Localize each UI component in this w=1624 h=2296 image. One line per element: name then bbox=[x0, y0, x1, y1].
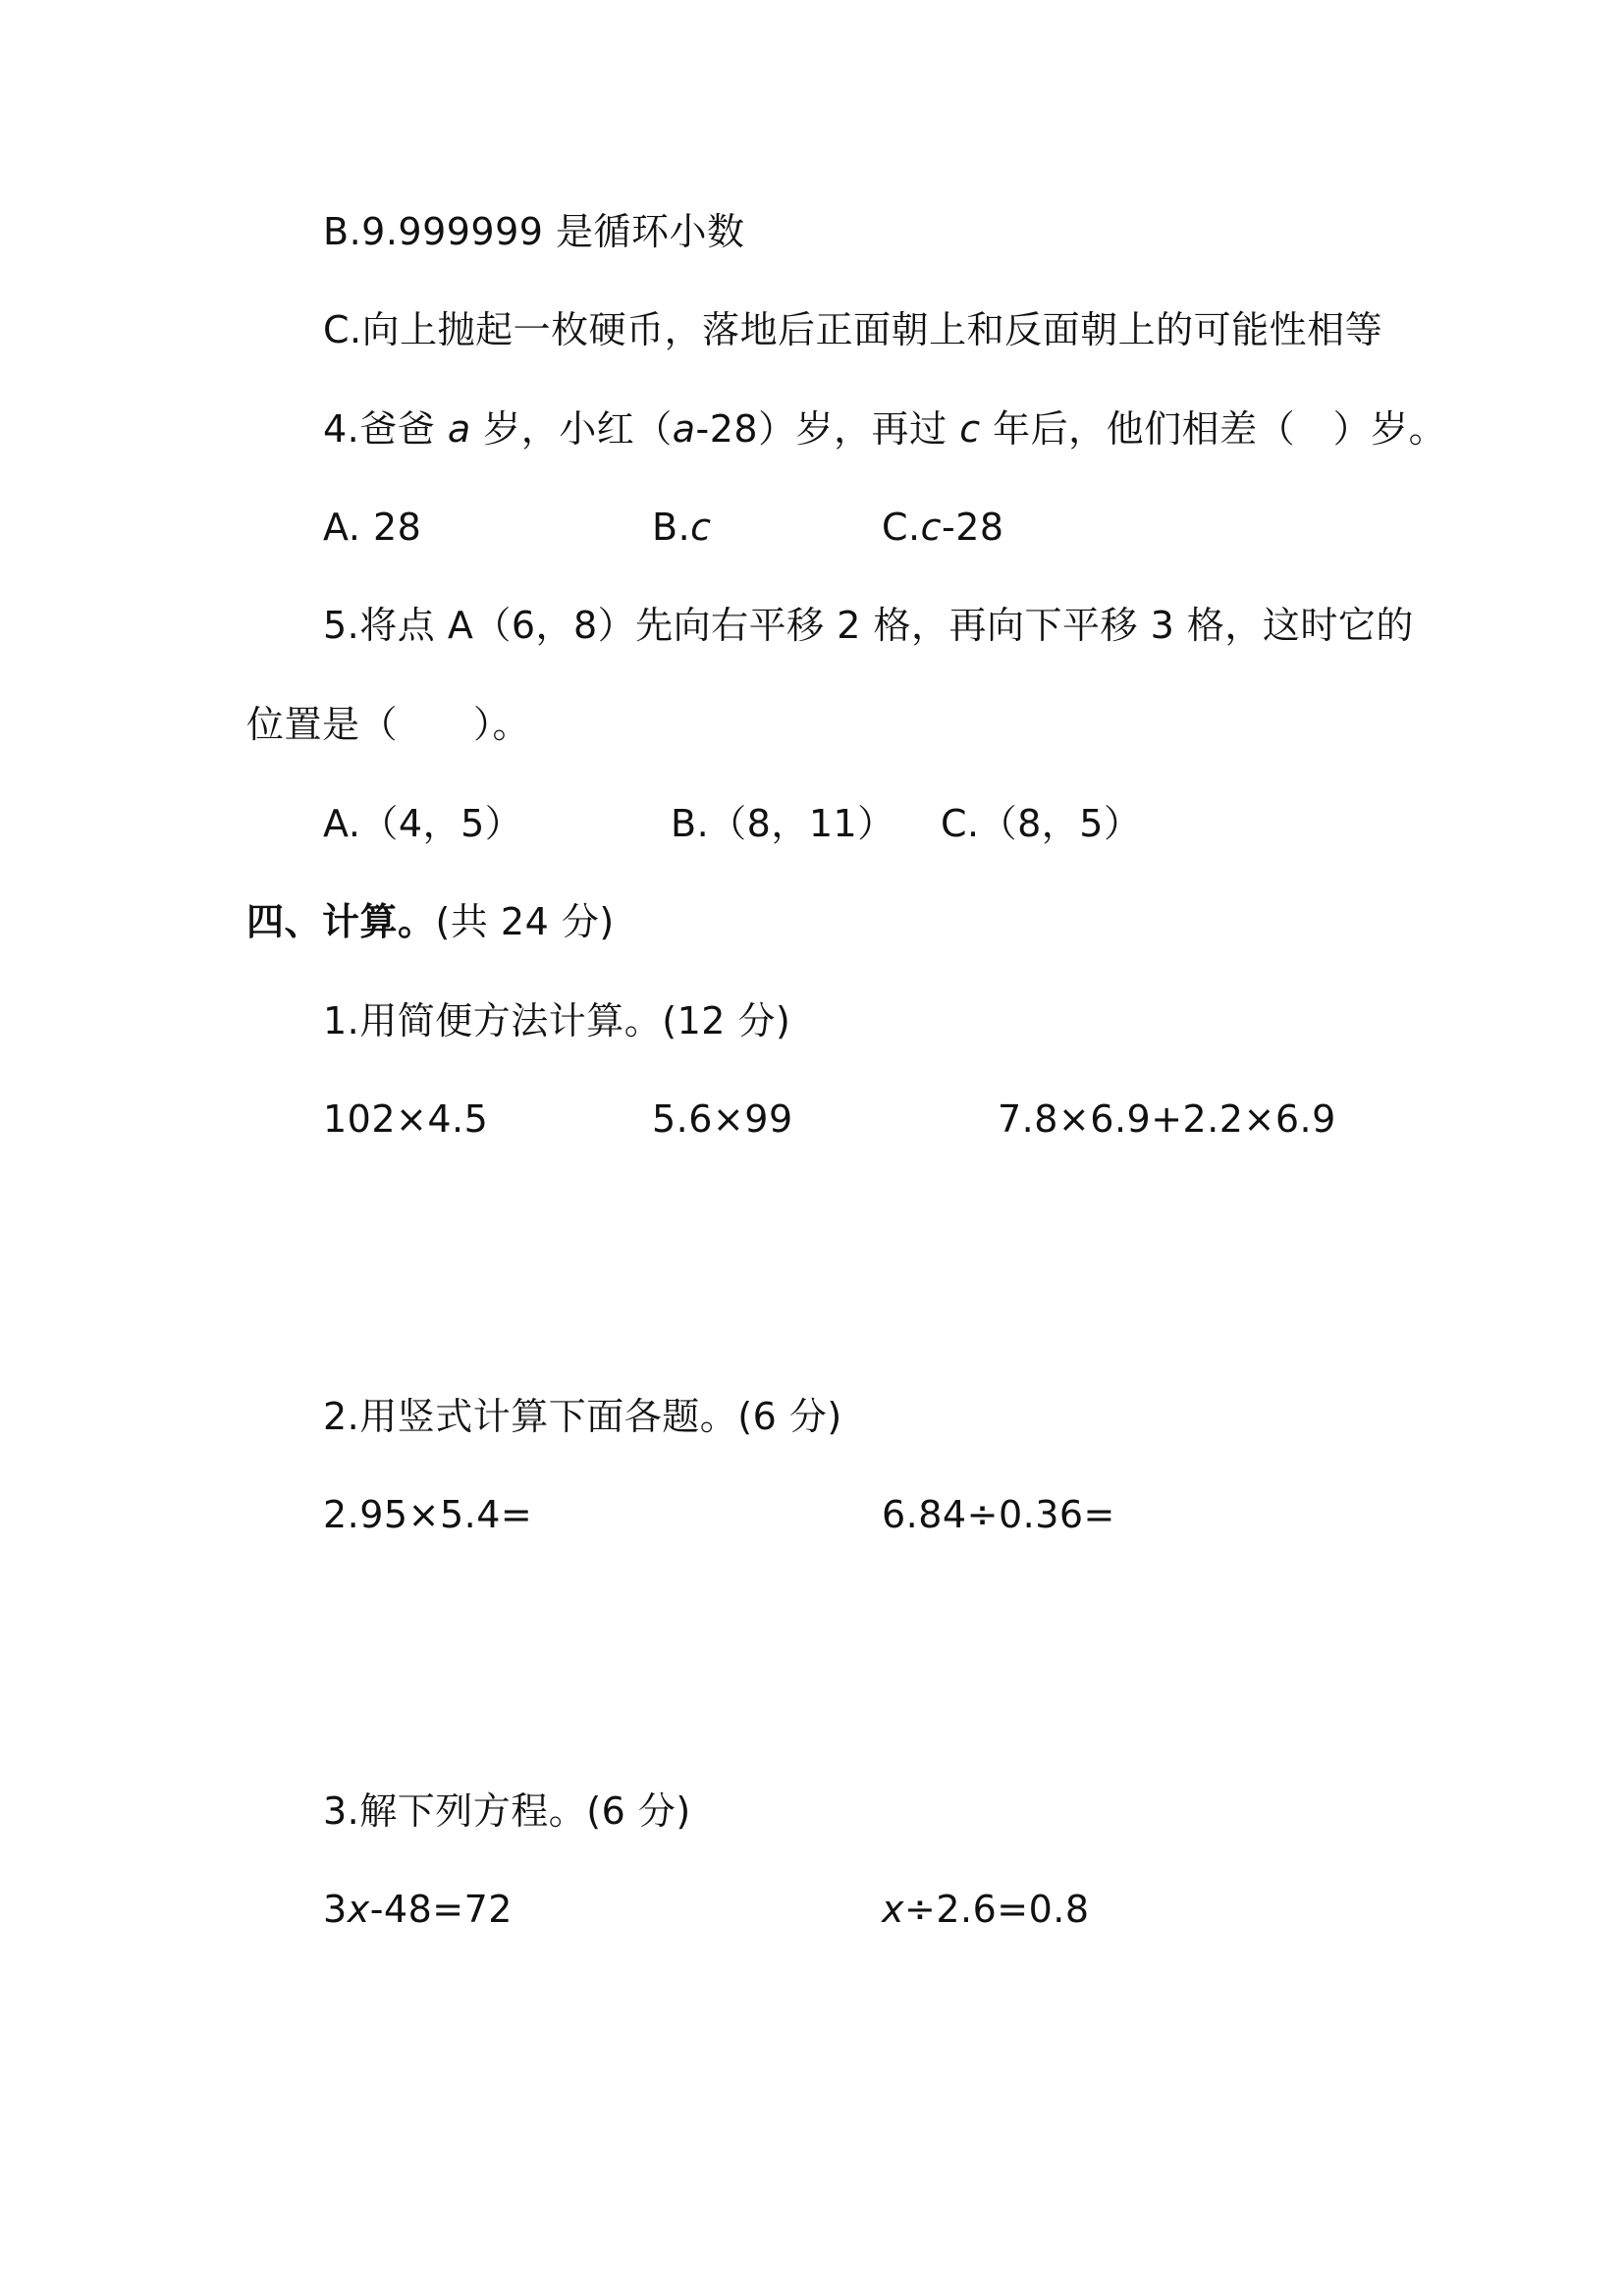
q4-option-a: A. 28 bbox=[323, 506, 422, 549]
s4q3-eq1-var: x bbox=[347, 1888, 370, 1931]
q4-var-c: c bbox=[959, 407, 981, 451]
s4q3-title: 3.解下列方程。(6 分) bbox=[323, 1789, 691, 1833]
s4q1-title: 1.用简便方法计算。(12 分) bbox=[323, 999, 791, 1042]
q4-option-b-prefix: B. bbox=[652, 506, 691, 549]
s4q1-expression-1: 102×4.5 bbox=[323, 1097, 489, 1141]
s4q2-expression-1: 2.95×5.4= bbox=[323, 1493, 533, 1536]
s4q3-eq1-prefix: 3 bbox=[323, 1888, 348, 1931]
s4q2-title: 2.用竖式计算下面各题。(6 分) bbox=[323, 1395, 842, 1438]
s4q3-eq2-var: x bbox=[882, 1888, 904, 1931]
s4q1-expression-3: 7.8×6.9+2.2×6.9 bbox=[998, 1097, 1336, 1141]
section-4-heading bbox=[246, 899, 615, 944]
s4q3-equation-2 bbox=[882, 1887, 1090, 1932]
q4-text-1: 4.爸爸 bbox=[323, 407, 448, 451]
q5-option-b: B.（8，11） bbox=[671, 802, 895, 845]
q5-question-line-1: 5.将点 A（6，8）先向右平移 2 格，再向下平移 3 格，这时它的 bbox=[323, 604, 1414, 647]
q4-text-3: -28）岁，再过 bbox=[695, 407, 960, 451]
q4-option-c-prefix: C. bbox=[882, 506, 921, 549]
q4-text-4: 年后，他们相差（ ）岁。 bbox=[980, 407, 1447, 451]
q5-question-line-2: 位置是（ ）。 bbox=[246, 703, 531, 746]
q3-option-b: B.9.999999 是循环小数 bbox=[323, 210, 745, 253]
s4q1-expression-2: 5.6×99 bbox=[652, 1097, 793, 1141]
q5-option-a: A.（4，5） bbox=[323, 802, 523, 845]
q3-option-c: C.向上抛起一枚硬币，落地后正面朝上和反面朝上的可能性相等 bbox=[323, 308, 1383, 351]
q4-option-b bbox=[652, 505, 712, 550]
s4q3-eq2-suffix: ÷2.6=0.8 bbox=[904, 1888, 1090, 1931]
q4-text-2: 岁，小红（ bbox=[470, 407, 673, 451]
section-4-score: (共 24 分) bbox=[435, 900, 615, 943]
q4-option-c bbox=[882, 505, 1004, 550]
q4-option-c-var: c bbox=[920, 506, 943, 549]
section-4-title: 四、计算。 bbox=[246, 900, 436, 943]
q4-var-a: a bbox=[447, 407, 471, 451]
s4q3-eq1-suffix: -48=72 bbox=[369, 1888, 513, 1931]
q4-option-b-var: c bbox=[690, 506, 712, 549]
q5-option-c: C.（8，5） bbox=[941, 802, 1142, 845]
q4-question bbox=[323, 406, 1446, 452]
q4-var-a-2: a bbox=[672, 407, 696, 451]
q4-option-c-suffix: -28 bbox=[942, 506, 1004, 549]
s4q3-equation-1 bbox=[323, 1887, 513, 1932]
s4q2-expression-2: 6.84÷0.36= bbox=[882, 1493, 1115, 1536]
